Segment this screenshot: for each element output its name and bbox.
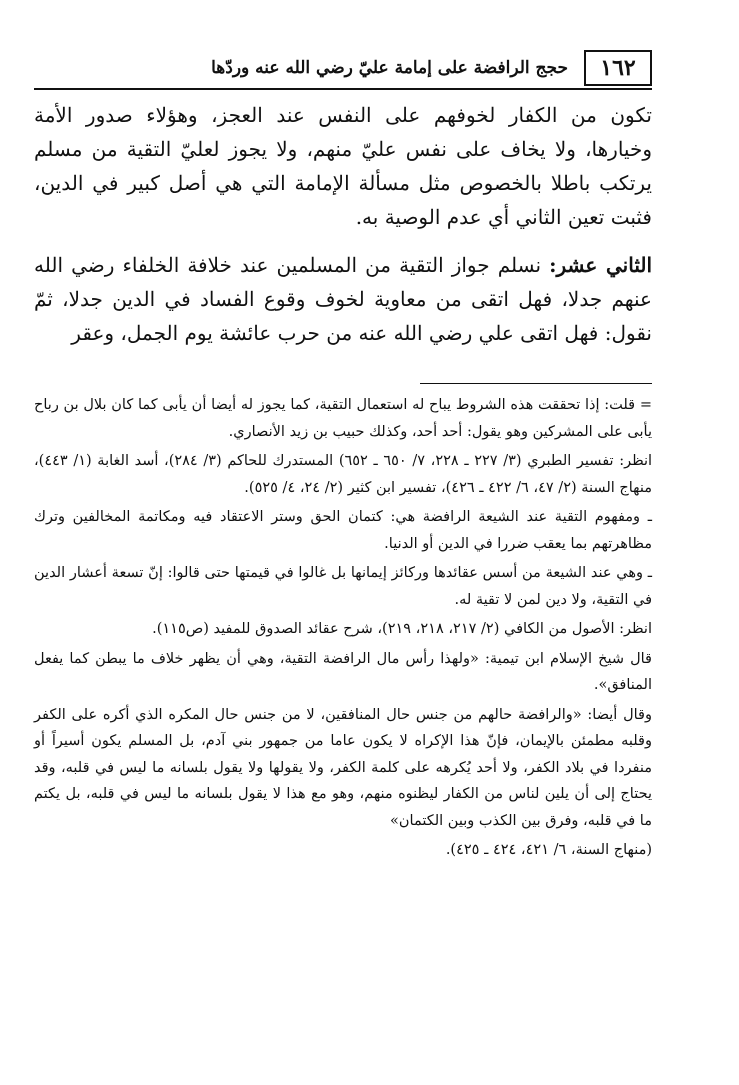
page-header	[34, 50, 652, 90]
running-title: حجج الرافضة على إمامة عليّ رضي الله عنه وردّها	[211, 58, 568, 78]
footnote-line: وقال أيضا: «والرافضة حالهم من جنس حال المنافقين، لا من جنس حال المكره الذي أكره على الكفر وقلبه مطمئن بالإيمان، فإنّ هذا الإكراه لا يكون عاما من جمهور بني آدم، بل المسلم يكون أسيراً أو منفردا في بلاد الكفر، ولا أحد يُكرهه على كلمة الكفر، ولا يقولها ولا يقول بلسانه ما ليس في قلبه، وقد يحتاج إلى أن يلين لناس من الكفار ليظنوه منهم، وهو مع هذا لا يقول بلسانه ما ليس في قلبه، بل يكتم ما في قلبه، وفرق بين الكذب وبين الكتمان»	[34, 706, 652, 829]
main-text	[34, 98, 652, 350]
footnote-line: = قلت: إذا تحققت هذه الشروط يباح له استعمال التقية، كما يجوز له أيضا أن يأبى كما كان بلال بن رباح يأبى على المشركين وهو يقول: أحد أحد، وكذلك حبيب بن زيد الأنصاري.	[34, 397, 652, 440]
footnote-line: (منهاج السنة، ٦/ ٤٢١، ٤٢٤ ـ ٤٢٥).	[445, 842, 652, 858]
footnote-separator	[420, 383, 652, 384]
footnote-line: ـ وهي عند الشيعة من أسس عقائدها وركائز إيمانها بل غالوا في قيمتها حتى قالوا: إنّ تسعة أعشار الدين في التقية، ولا دين لمن لا تقية له.	[34, 565, 652, 608]
main-paragraph-1: تكون من الكفار لخوفهم على النفس عند العجز، وهؤلاء صدور الأمة وخيارها، ولا يخاف على نفس عليّ منهم، ولا يجوز لعليّ التقية من مسلم يرتكب باطلا بالخصوص مثل مسألة الإمامة التي هي أصل كبير في الدين، فثبت تعين الثاني أي عدم الوصية به.	[34, 103, 652, 229]
footnotes	[34, 392, 652, 867]
footnote-line: قال شيخ الإسلام ابن تيمية: «ولهذا رأس مال الرافضة التقية، وهي أن يظهر خلاف ما يبطن كما يفعل المنافق».	[34, 650, 652, 693]
header-rule	[34, 88, 652, 90]
main-paragraph-2	[34, 248, 652, 350]
paragraph-body: نسلم جواز التقية من المسلمين عند خلافة الخلفاء رضي الله عنهم جدلا، فهل اتقى من معاوية لخوف وقوع الفساد في الدين جدلا، ثمّ نقول: فهل اتقى علي رضي الله عنه من حرب عائشة يوم الجمل، وعقر	[34, 253, 652, 345]
paragraph-lead: الثاني عشر:	[549, 253, 653, 277]
footnote-line: انظر: تفسير الطبري (٣/ ٢٢٧ ـ ٢٢٨، ٧/ ٦٥٠ ـ ٦٥٢) المستدرك للحاكم (٣/ ٢٨٤)، أسد الغابة (١/ ٤٤٣)، منهاج السنة (٢/ ٤٧، ٦/ ٤٢٢ ـ ٤٢٦)، تفسير ابن كثير (٢/ ٢٤، ٤/ ٥٢٥).	[34, 453, 653, 496]
footnote-line: ـ ومفهوم التقية عند الشيعة الرافضة هي: كتمان الحق وستر الاعتقاد فيه ومكاتمة المخالفين وترك مظاهرتهم بما يعقب ضررا في الدين أو الدنيا.	[34, 509, 652, 552]
footnote-line: انظر: الأصول من الكافي (٢/ ٢١٧، ٢١٨، ٢١٩)، شرح عقائد الصدوق للمفيد (ص١١٥).	[152, 621, 652, 637]
page-number: ١٦٢	[584, 50, 652, 86]
